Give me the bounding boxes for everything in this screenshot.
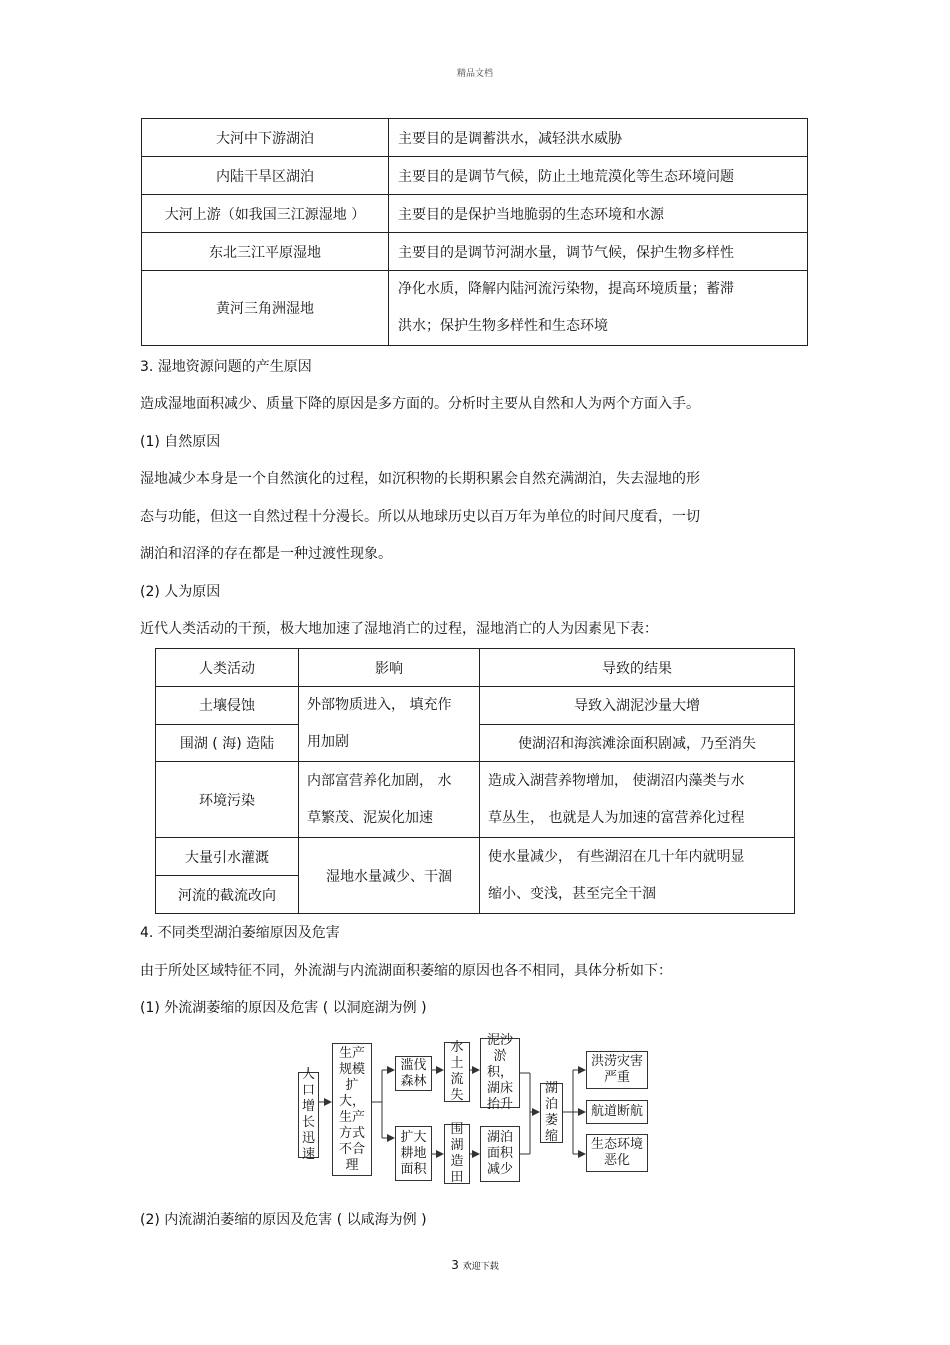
production-box: 生产规模扩大，生产方式不合理 <box>332 1043 372 1176</box>
region-cell: 黄河三角洲湿地 <box>142 271 389 346</box>
shipping-box: 航道断航 <box>586 1100 648 1124</box>
purpose-cell: 主要目的是调蓄洪水，减轻洪水威胁 <box>389 119 808 157</box>
result-line: 造成入湖营养物增加， 使湖沼内藻类与水 <box>488 772 745 789</box>
natural-text-line: 湿地减少本身是一个自然演化的过程，如沉积物的长期积累会自然充满湖泊，失去湿地的形 <box>140 471 700 487</box>
effect-line: 内部富营养化加剧， 水 <box>307 772 452 789</box>
effect-line: 草繁茂、泥炭化加速 <box>307 809 433 826</box>
area-drop-box: 湖泊面积减少 <box>480 1126 520 1182</box>
activity-cell: 环境污染 <box>156 762 299 838</box>
purpose-cell: 主要目的是保护当地脆弱的生态环境和水源 <box>389 195 808 233</box>
section4-title: 4. 不同类型湖泊萎缩原因及危害 <box>140 925 340 941</box>
population-box: 人口增长迅速 <box>298 1072 319 1158</box>
human-cause-title: (2) 人为原因 <box>140 584 221 600</box>
purpose-cell: 主要目的是调节河湖水量，调节气候，保护生物多样性 <box>389 233 808 271</box>
effect-line: 外部物质进入， 填充作 <box>307 697 452 713</box>
flood-box: 洪涝灾害严重 <box>586 1051 648 1089</box>
purpose-cell: 主要目的是调节气候，防止土地荒漠化等生态环境问题 <box>389 157 808 195</box>
reclaim-box: 围湖造田 <box>444 1124 470 1184</box>
activity-cell: 河流的截流改向 <box>156 876 299 914</box>
activity-cell: 土壤侵蚀 <box>156 687 299 725</box>
activity-cell: 大量引水灌溉 <box>156 838 299 876</box>
section4-intro: 由于所处区域特征不同，外流湖与内流湖面积萎缩的原因也各不相同，具体分析如下： <box>140 963 672 979</box>
effect-cell: 湿地水量减少、干涸 <box>299 838 480 914</box>
shrink-box: 湖泊萎缩 <box>540 1083 563 1143</box>
deforest-box: 滥伐森林 <box>395 1056 432 1091</box>
silt-box: 泥沙淤积，湖床抬升 <box>480 1038 520 1108</box>
human-cause-intro: 近代人类活动的干预，极大地加速了湿地消亡的过程，湿地消亡的人为因素见下表： <box>140 621 658 637</box>
column-header: 影响 <box>299 649 480 687</box>
result-line: 使水量减少， 有些湖沼在几十年内就明显 <box>488 848 745 865</box>
column-header: 人类活动 <box>156 649 299 687</box>
page-footer <box>0 1258 950 1272</box>
result-cell: 导致入湖泥沙量大增 <box>480 687 795 725</box>
result-line: 草丛生， 也就是人为加速的富营养化过程 <box>488 809 745 826</box>
result-line: 缩小、变浅，甚至完全干涸 <box>488 885 656 902</box>
effect-line: 用加剧 <box>307 734 349 750</box>
page-header: 精品文档 <box>456 69 493 79</box>
region-cell: 内陆干旱区湖泊 <box>142 157 389 195</box>
page-number: 3 <box>451 1258 459 1272</box>
activity-cell: 围湖 ( 海) 造陆 <box>156 724 299 762</box>
soil-loss-box: 水土流失 <box>444 1042 470 1102</box>
eco-box: 生态环境恶化 <box>586 1134 648 1172</box>
natural-text-line: 态与功能，但这一自然过程十分漫长。所以从地球历史以百万年为单位的时间尺度看，一切 <box>140 509 700 525</box>
region-cell: 大河中下游湖泊 <box>142 119 389 157</box>
outflow-lake-title: (1) 外流湖萎缩的原因及危害 ( 以洞庭湖为例 ) <box>140 1000 427 1016</box>
expand-farmland-box: 扩大耕地面积 <box>395 1126 432 1181</box>
natural-text-line: 湖泊和沼泽的存在都是一种过渡性现象。 <box>140 546 392 562</box>
purpose-line: 洪水；保护生物多样性和生态环境 <box>398 318 608 334</box>
purpose-line: 净化水质，降解内陆河流污染物，提高环境质量；蓄滞 <box>398 281 734 297</box>
region-cell: 大河上游（如我国三江源湿地 ） <box>142 195 389 233</box>
result-cell: 使湖沼和海滨滩涂面积剧减，乃至消失 <box>480 724 795 762</box>
column-header: 导致的结果 <box>480 649 795 687</box>
region-cell: 东北三江平原湿地 <box>142 233 389 271</box>
footer-text: 欢迎下载 <box>462 1262 499 1272</box>
natural-cause-title: (1) 自然原因 <box>140 434 221 450</box>
section3-title: 3. 湿地资源问题的产生原因 <box>140 359 312 375</box>
section3-intro: 造成湿地面积减少、质量下降的原因是多方面的。分析时主要从自然和人为两个方面入手。 <box>140 396 700 412</box>
inflow-lake-title: (2) 内流湖泊萎缩的原因及危害 ( 以咸海为例 ) <box>140 1212 427 1228</box>
